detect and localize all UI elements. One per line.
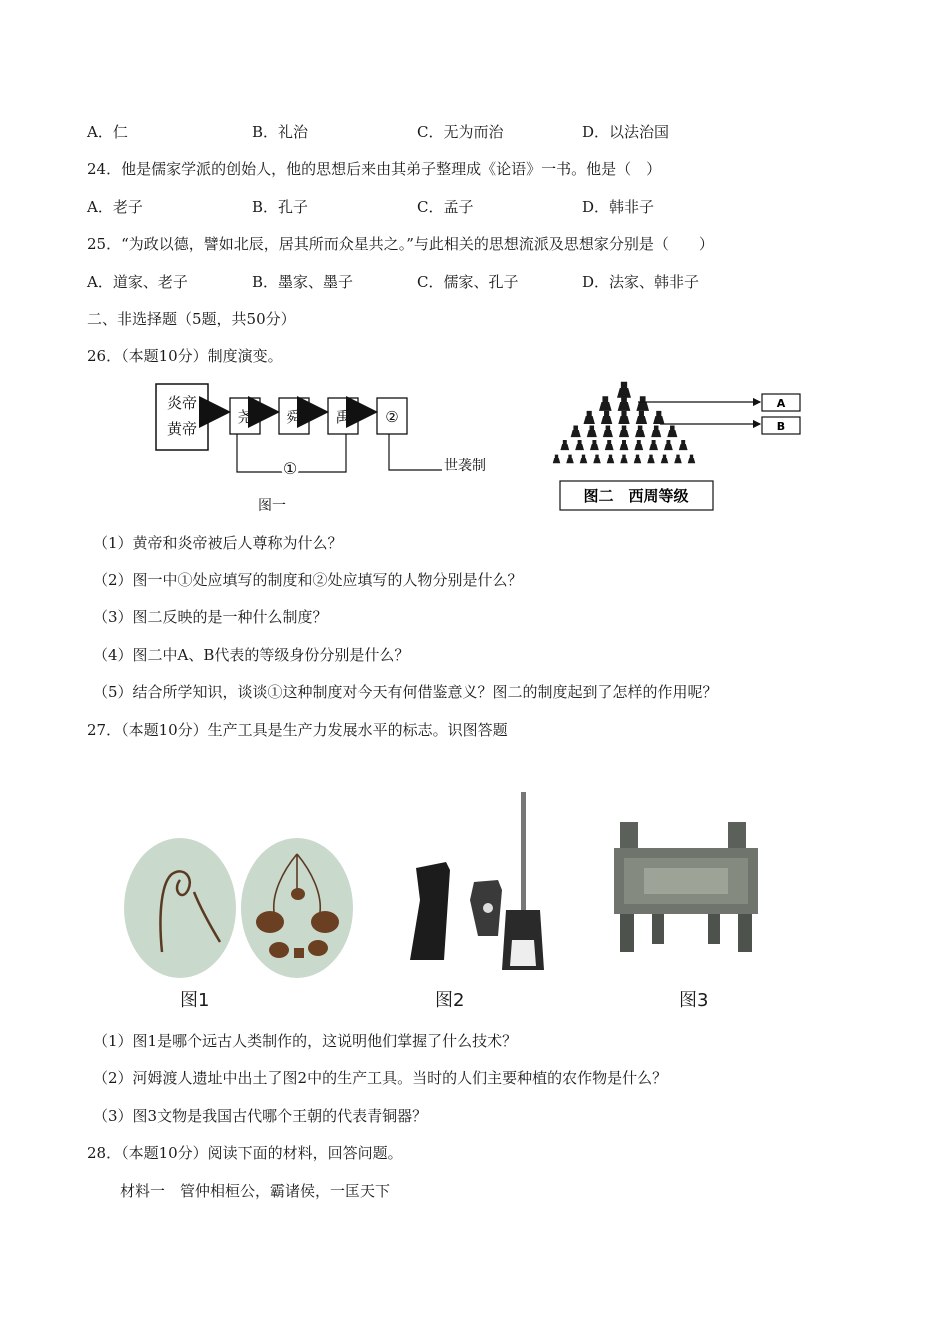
q24-option-a: A．老子 [87, 198, 143, 216]
ornament-bead-6 [294, 948, 304, 958]
q27-stem: 27．（本题10分）生产工具是生产力发展水平的标志。识图答题 [87, 721, 508, 739]
pyramid-person-icon [587, 425, 597, 437]
pyramid-person-icon [593, 455, 601, 464]
pyramid-person-icon [605, 440, 614, 450]
box-label-2: ② [385, 408, 399, 426]
q26-sub-4: （4）图二中A、B代表的等级身份分别是什么？ [93, 646, 410, 664]
pyramid-person-icon [618, 396, 631, 411]
spade-blade-inner [510, 940, 536, 966]
figure-1-flowchart [150, 378, 500, 518]
q24-option-c: C．孟子 [417, 198, 474, 216]
figure-caption-2: 图2 [435, 990, 465, 1011]
pyramid-person-icon [674, 455, 682, 464]
pyramid-person-icon [635, 425, 645, 437]
ornament-bead-5 [308, 940, 328, 956]
ornament-bead-4 [269, 942, 289, 958]
label-a: A [776, 397, 786, 410]
figure-bronze-ding [610, 818, 762, 954]
q26-sub-2: （2）图一中①处应填写的制度和②处应填写的人物分别是什么？ [93, 571, 523, 589]
pyramid-person-icon [634, 455, 642, 464]
q23-option-b: B．礼治 [252, 123, 309, 141]
label-b: B [776, 420, 786, 433]
pyramid-person-icon [553, 455, 561, 464]
pyramid-person-icon [607, 455, 615, 464]
q26-sub-5: （5）结合所学知识，谈谈①这种制度对今天有何借鉴意义？图二的制度起到了怎样的作用呢？ [93, 683, 718, 701]
ding-leg-4 [738, 914, 752, 952]
q26-sub-3: （3）图二反映的是一种什么制度？ [93, 608, 328, 626]
pyramid-figures [553, 382, 696, 464]
q23-option-c: C．无为而治 [417, 123, 504, 141]
figure-bone-spade [406, 790, 556, 982]
q24-stem: 24．他是儒家学派的创始人，他的思想后来由其弟子整理成《论语》一书。他是（ ） [87, 160, 662, 178]
pyramid-person-icon [636, 411, 647, 424]
box-label-yan: 炎帝 [166, 394, 198, 412]
pyramid-person-icon [620, 455, 628, 464]
figure-caption-3: 图3 [679, 990, 709, 1011]
pyramid-person-icon [667, 425, 677, 437]
pyramid-person-icon [688, 455, 696, 464]
q26-stem: 26．（本题10分）制度演变。 [87, 347, 283, 365]
pyramid-person-icon [617, 382, 631, 398]
pyramid-person-icon [647, 455, 655, 464]
pyramid-person-icon [619, 425, 629, 437]
ding-leg-3 [708, 914, 720, 944]
pyramid-person-icon [634, 440, 643, 450]
pyramid-person-icon [603, 425, 613, 437]
pyramid-person-icon [601, 411, 612, 424]
pyramid-person-icon [571, 425, 581, 437]
hereditary-label: 世袭制 [444, 458, 486, 474]
box-label-yao: 尧 [237, 408, 253, 426]
q28-material-1: 材料一 管仲相桓公，霸诸侯，一匡天下 [120, 1182, 391, 1200]
figure-1-caption: 图一 [258, 498, 286, 514]
figure-2-hierarchy-pyramid [512, 378, 812, 514]
hereditary-line [389, 434, 442, 470]
q25-option-b: B．墨家、墨子 [252, 273, 354, 291]
section-heading: 二、非选择题（5题，共50分） [87, 310, 296, 328]
pyramid-person-icon [560, 440, 569, 450]
figure-2-caption: 图二 西周等级 [583, 487, 689, 505]
bone-spade-1 [410, 862, 450, 960]
ornament-bead-2 [311, 911, 339, 933]
pyramid-person-icon [590, 440, 599, 450]
q25-option-c: C．儒家、孔子 [417, 273, 519, 291]
pyramid-person-icon [661, 455, 669, 464]
spade-hole [483, 903, 493, 913]
pyramid-person-icon [649, 440, 658, 450]
spade-handle [521, 792, 526, 912]
pyramid-person-icon [664, 440, 673, 450]
box-label-yu: 禹 [335, 408, 351, 426]
box-label-huang: 黄帝 [166, 420, 198, 438]
q25-option-a: A．道家、老子 [87, 273, 188, 291]
q28-stem: 28．（本题10分）阅读下面的材料，回答问题。 [87, 1144, 403, 1162]
figure-caption-1: 图1 [180, 990, 210, 1011]
pyramid-person-icon [653, 411, 664, 424]
pyramid-person-icon [636, 396, 649, 411]
q27-sub-2: （2）河姆渡人遗址中出土了图2中的生产工具。当时的人们主要种植的农作物是什么？ [93, 1069, 668, 1087]
q24-option-d: D．韩非子 [582, 198, 655, 216]
q27-sub-1: （1）图1是哪个远古人类制作的，这说明他们掌握了什么技术？ [93, 1032, 518, 1050]
pyramid-person-icon [580, 455, 588, 464]
q25-stem: 25．“为政以德，譬如北辰，居其所而众星共之。”与此相关的思想流派及思想家分别是（ ） [87, 235, 714, 253]
q26-sub-1: （1）黄帝和炎帝被后人尊称为什么？ [93, 534, 343, 552]
box-label-shun: 舜 [286, 408, 302, 426]
ding-leg-1 [620, 914, 634, 952]
loop-label-1: ① [282, 459, 298, 478]
pyramid-person-icon [575, 440, 584, 450]
q23-option-a: A．仁 [87, 123, 128, 141]
ding-leg-2 [652, 914, 664, 944]
pyramid-person-icon [620, 440, 629, 450]
q27-sub-3: （3）图3文物是我国古代哪个王朝的代表青铜器？ [93, 1107, 428, 1125]
q24-option-b: B．孔子 [252, 198, 309, 216]
pyramid-person-icon [651, 425, 661, 437]
pyramid-person-icon [679, 440, 688, 450]
figure-bone-needle-ornaments [122, 832, 354, 982]
needle-plate [124, 838, 236, 978]
pyramid-person-icon [599, 396, 612, 411]
pyramid-person-icon [584, 411, 595, 424]
q25-option-d: D．法家、韩非子 [582, 273, 700, 291]
ornament-bead-3 [291, 888, 305, 900]
pyramid-person-icon [618, 411, 629, 424]
ding-panel [644, 868, 728, 894]
q23-option-d: D．以法治国 [582, 123, 670, 141]
pyramid-person-icon [566, 455, 574, 464]
ornament-bead-1 [256, 911, 284, 933]
